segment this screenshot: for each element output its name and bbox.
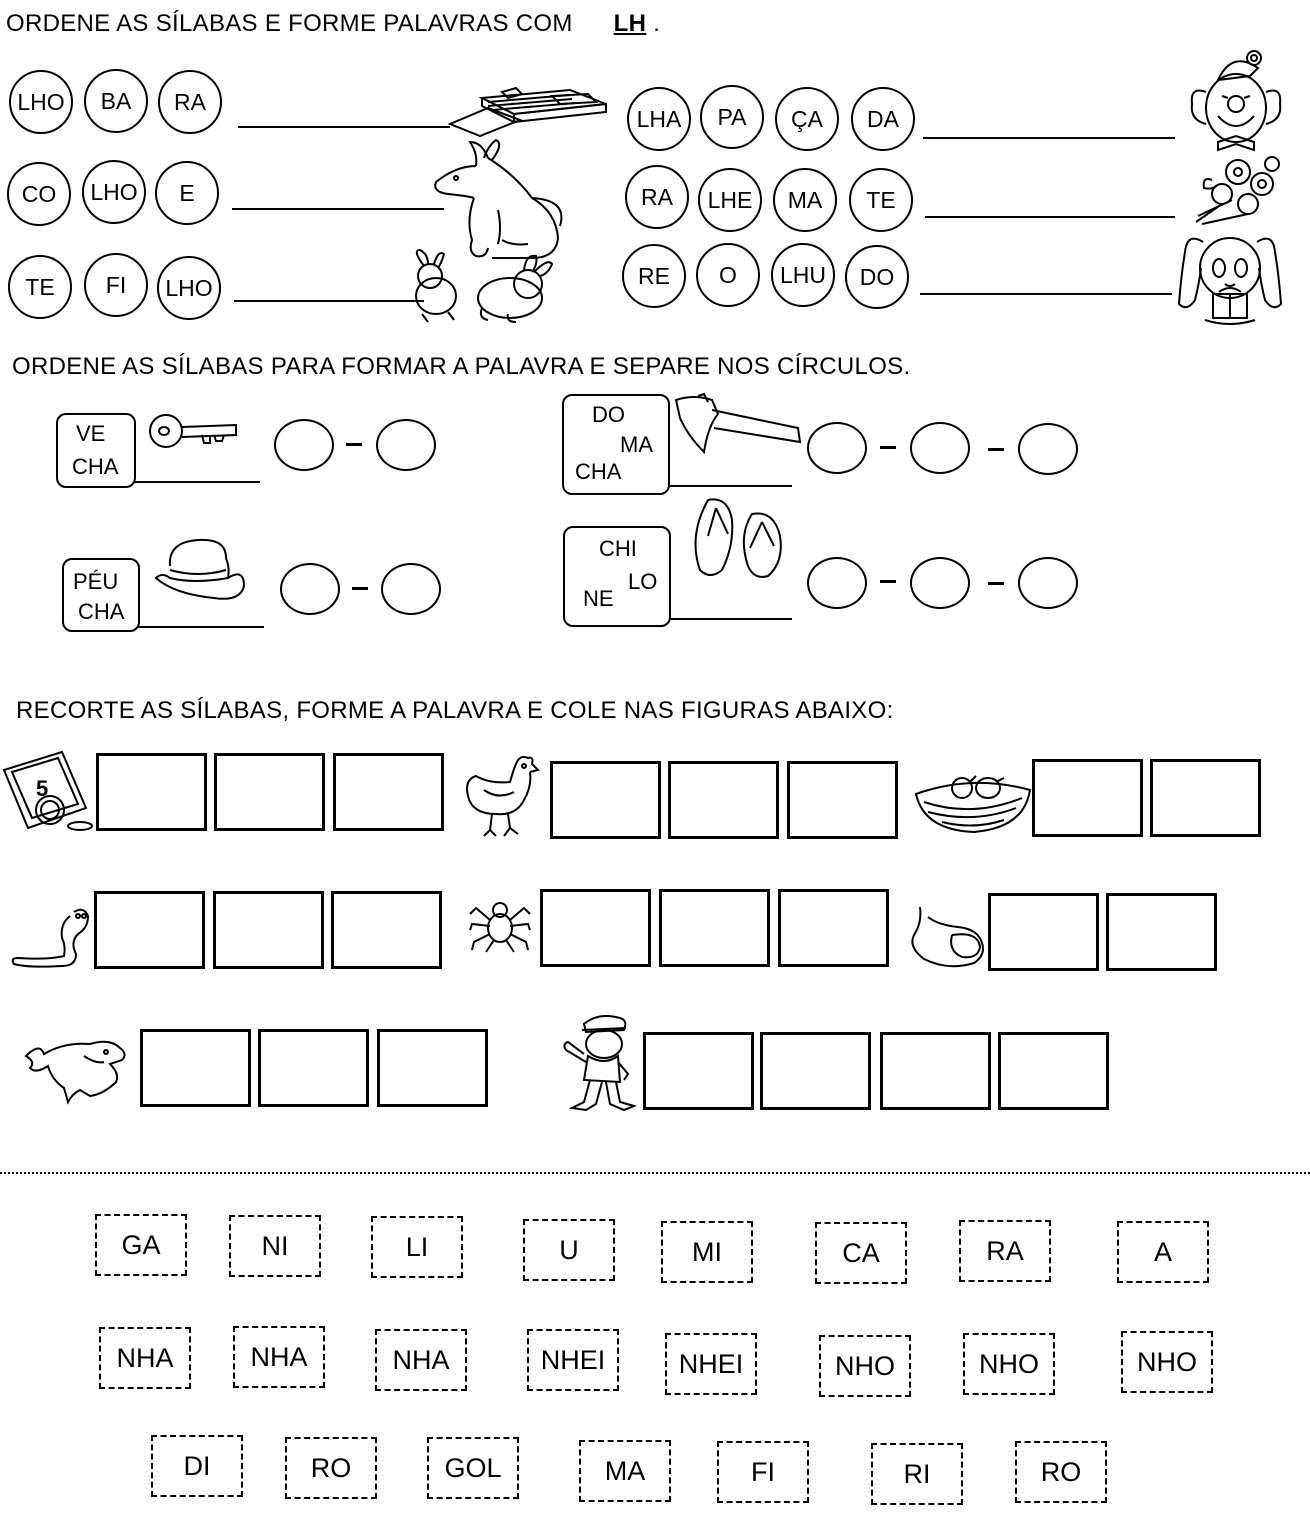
syllable-circle: BA [84, 69, 148, 133]
cutout-syllable[interactable]: NHA [233, 1326, 325, 1388]
paste-box[interactable] [331, 891, 442, 969]
money-icon [2, 748, 96, 832]
syllable-circle: LHO [157, 256, 221, 320]
syllable-slot[interactable] [274, 419, 334, 471]
cutout-syllable[interactable]: NHO [819, 1335, 911, 1397]
answer-line[interactable] [238, 126, 450, 128]
bunny-icon [1175, 228, 1285, 326]
syllable-circle: ÇA [775, 87, 839, 151]
syllable-slot[interactable] [376, 419, 436, 471]
syllable-circle: TE [849, 168, 913, 232]
paste-box[interactable] [213, 891, 324, 969]
syllable-circle: FI [84, 253, 148, 317]
syllable-box: VE CHA [56, 413, 136, 488]
syllable-slot[interactable] [381, 563, 441, 615]
clown-icon [1188, 46, 1284, 150]
cutout-syllable[interactable]: DI [151, 1435, 243, 1497]
syllable-circle: PA [700, 85, 764, 149]
syllable-circle: TE [8, 255, 72, 319]
syllable-slot[interactable] [1018, 557, 1078, 609]
flowers-icon [1192, 150, 1284, 226]
axe-icon [674, 392, 802, 460]
answer-line[interactable] [923, 137, 1175, 139]
svg-text:5: 5 [36, 776, 49, 801]
paste-box[interactable] [643, 1032, 754, 1110]
paste-box[interactable] [377, 1029, 488, 1107]
cutout-syllable[interactable]: GA [95, 1214, 187, 1276]
syllable-circle: DO [845, 245, 909, 309]
separator-dash [352, 587, 368, 590]
separator-dash [988, 448, 1004, 451]
separator-dash [988, 582, 1004, 585]
syllable-circle: LHO [9, 70, 73, 134]
answer-line[interactable] [232, 208, 444, 210]
nest-icon [912, 768, 1034, 836]
cutout-syllable[interactable]: NHO [963, 1333, 1055, 1395]
paste-box[interactable] [880, 1032, 991, 1110]
paste-box[interactable] [96, 753, 207, 831]
answer-line[interactable] [925, 216, 1175, 218]
paste-box[interactable] [1032, 759, 1143, 837]
paste-box[interactable] [540, 889, 651, 967]
paste-box[interactable] [333, 753, 444, 831]
cutout-syllable[interactable]: LI [371, 1216, 463, 1278]
worm-icon [8, 902, 88, 972]
cutout-syllable[interactable]: NHEI [665, 1333, 757, 1395]
paste-box[interactable] [94, 891, 205, 969]
cutout-syllable[interactable]: FI [717, 1441, 809, 1503]
syllable-circle: RE [622, 244, 686, 308]
bunnies-icon [408, 248, 558, 328]
cutout-syllable[interactable]: NHEI [527, 1329, 619, 1391]
paste-box[interactable] [550, 761, 661, 839]
digraph-label: LH [613, 10, 647, 37]
paste-box[interactable] [214, 753, 325, 831]
cut-line [0, 1172, 1310, 1174]
cutout-syllable[interactable]: MI [661, 1221, 753, 1283]
answer-line[interactable] [920, 293, 1172, 295]
syllable-slot[interactable] [910, 557, 970, 609]
cutout-syllable[interactable]: RA [959, 1220, 1051, 1282]
cutout-syllable[interactable]: GOL [427, 1437, 519, 1499]
cutout-syllable[interactable]: RI [871, 1443, 963, 1505]
syllable-circle: O [696, 243, 760, 307]
paste-box[interactable] [140, 1029, 251, 1107]
spider-icon [468, 894, 532, 956]
cutout-syllable[interactable]: NHA [99, 1327, 191, 1389]
syllable-circle: RA [625, 165, 689, 229]
syllable-circle: DA [851, 87, 915, 151]
syllable-slot[interactable] [280, 563, 340, 615]
hat-icon [154, 538, 250, 604]
syllable-circle: MA [773, 168, 837, 232]
syllable-slot[interactable] [910, 422, 970, 474]
syllable-slot[interactable] [807, 422, 867, 474]
cards-icon [448, 86, 610, 138]
syllable-circle: LHO [82, 160, 146, 224]
cutout-syllable[interactable]: RO [1015, 1441, 1107, 1503]
syllable-circle: CO [7, 162, 71, 226]
flip-flops-icon [688, 496, 786, 580]
syllable-box: DO MA CHA [562, 394, 670, 495]
section1-instruction: ORDENE AS SÍLABAS E FORME PALAVRAS COM LH . [6, 10, 661, 37]
syllable-circle: LHE [698, 168, 762, 232]
syllable-circle: RA [158, 70, 222, 134]
syllable-box: PÉU CHA [62, 558, 140, 632]
cutout-syllable[interactable]: RO [285, 1437, 377, 1499]
separator-dash [880, 446, 896, 449]
section3-instruction: RECORTE AS SÍLABAS, FORME A PALAVRA E COLE NAS FIGURAS ABAIXO: [16, 697, 894, 724]
key-icon [148, 411, 238, 451]
answer-line[interactable] [670, 618, 792, 620]
finger-icon [908, 905, 986, 969]
paste-box[interactable] [258, 1029, 369, 1107]
answer-line[interactable] [670, 485, 792, 487]
syllable-box: CHI LO NE [563, 526, 671, 627]
syllable-slot[interactable] [1018, 423, 1078, 475]
paste-box[interactable] [668, 761, 779, 839]
syllable-slot[interactable] [807, 557, 867, 609]
cutout-syllable[interactable]: CA [815, 1222, 907, 1284]
paste-box[interactable] [998, 1032, 1109, 1110]
cutout-syllable[interactable]: A [1117, 1221, 1209, 1283]
paste-box[interactable] [1150, 759, 1261, 837]
paste-box[interactable] [988, 893, 1099, 971]
cutout-syllable[interactable]: MA [579, 1440, 671, 1502]
separator-dash [880, 580, 896, 583]
sailor-icon [562, 1010, 638, 1116]
paste-box[interactable] [778, 889, 889, 967]
cutout-syllable[interactable]: NHA [375, 1329, 467, 1391]
paste-box[interactable] [787, 761, 898, 839]
syllable-circle: E [155, 161, 219, 225]
cutout-syllable[interactable]: U [523, 1219, 615, 1281]
separator-dash [346, 443, 362, 446]
cutout-syllable[interactable]: NHO [1121, 1331, 1213, 1393]
paste-box[interactable] [659, 889, 770, 967]
answer-line[interactable] [234, 300, 424, 302]
section2-instruction: ORDENE AS SÍLABAS PARA FORMAR A PALAVRA E SEPARE NOS CÍRCULOS. [12, 353, 911, 380]
dolphin-icon [24, 1034, 128, 1104]
paste-box[interactable] [1106, 893, 1217, 971]
hen-icon [462, 750, 542, 840]
syllable-circle: LHU [771, 243, 835, 307]
paste-box[interactable] [760, 1032, 871, 1110]
answer-line[interactable] [134, 481, 260, 483]
syllable-circle: LHA [627, 87, 691, 151]
answer-line[interactable] [138, 626, 264, 628]
cutout-syllable[interactable]: NI [229, 1215, 321, 1277]
